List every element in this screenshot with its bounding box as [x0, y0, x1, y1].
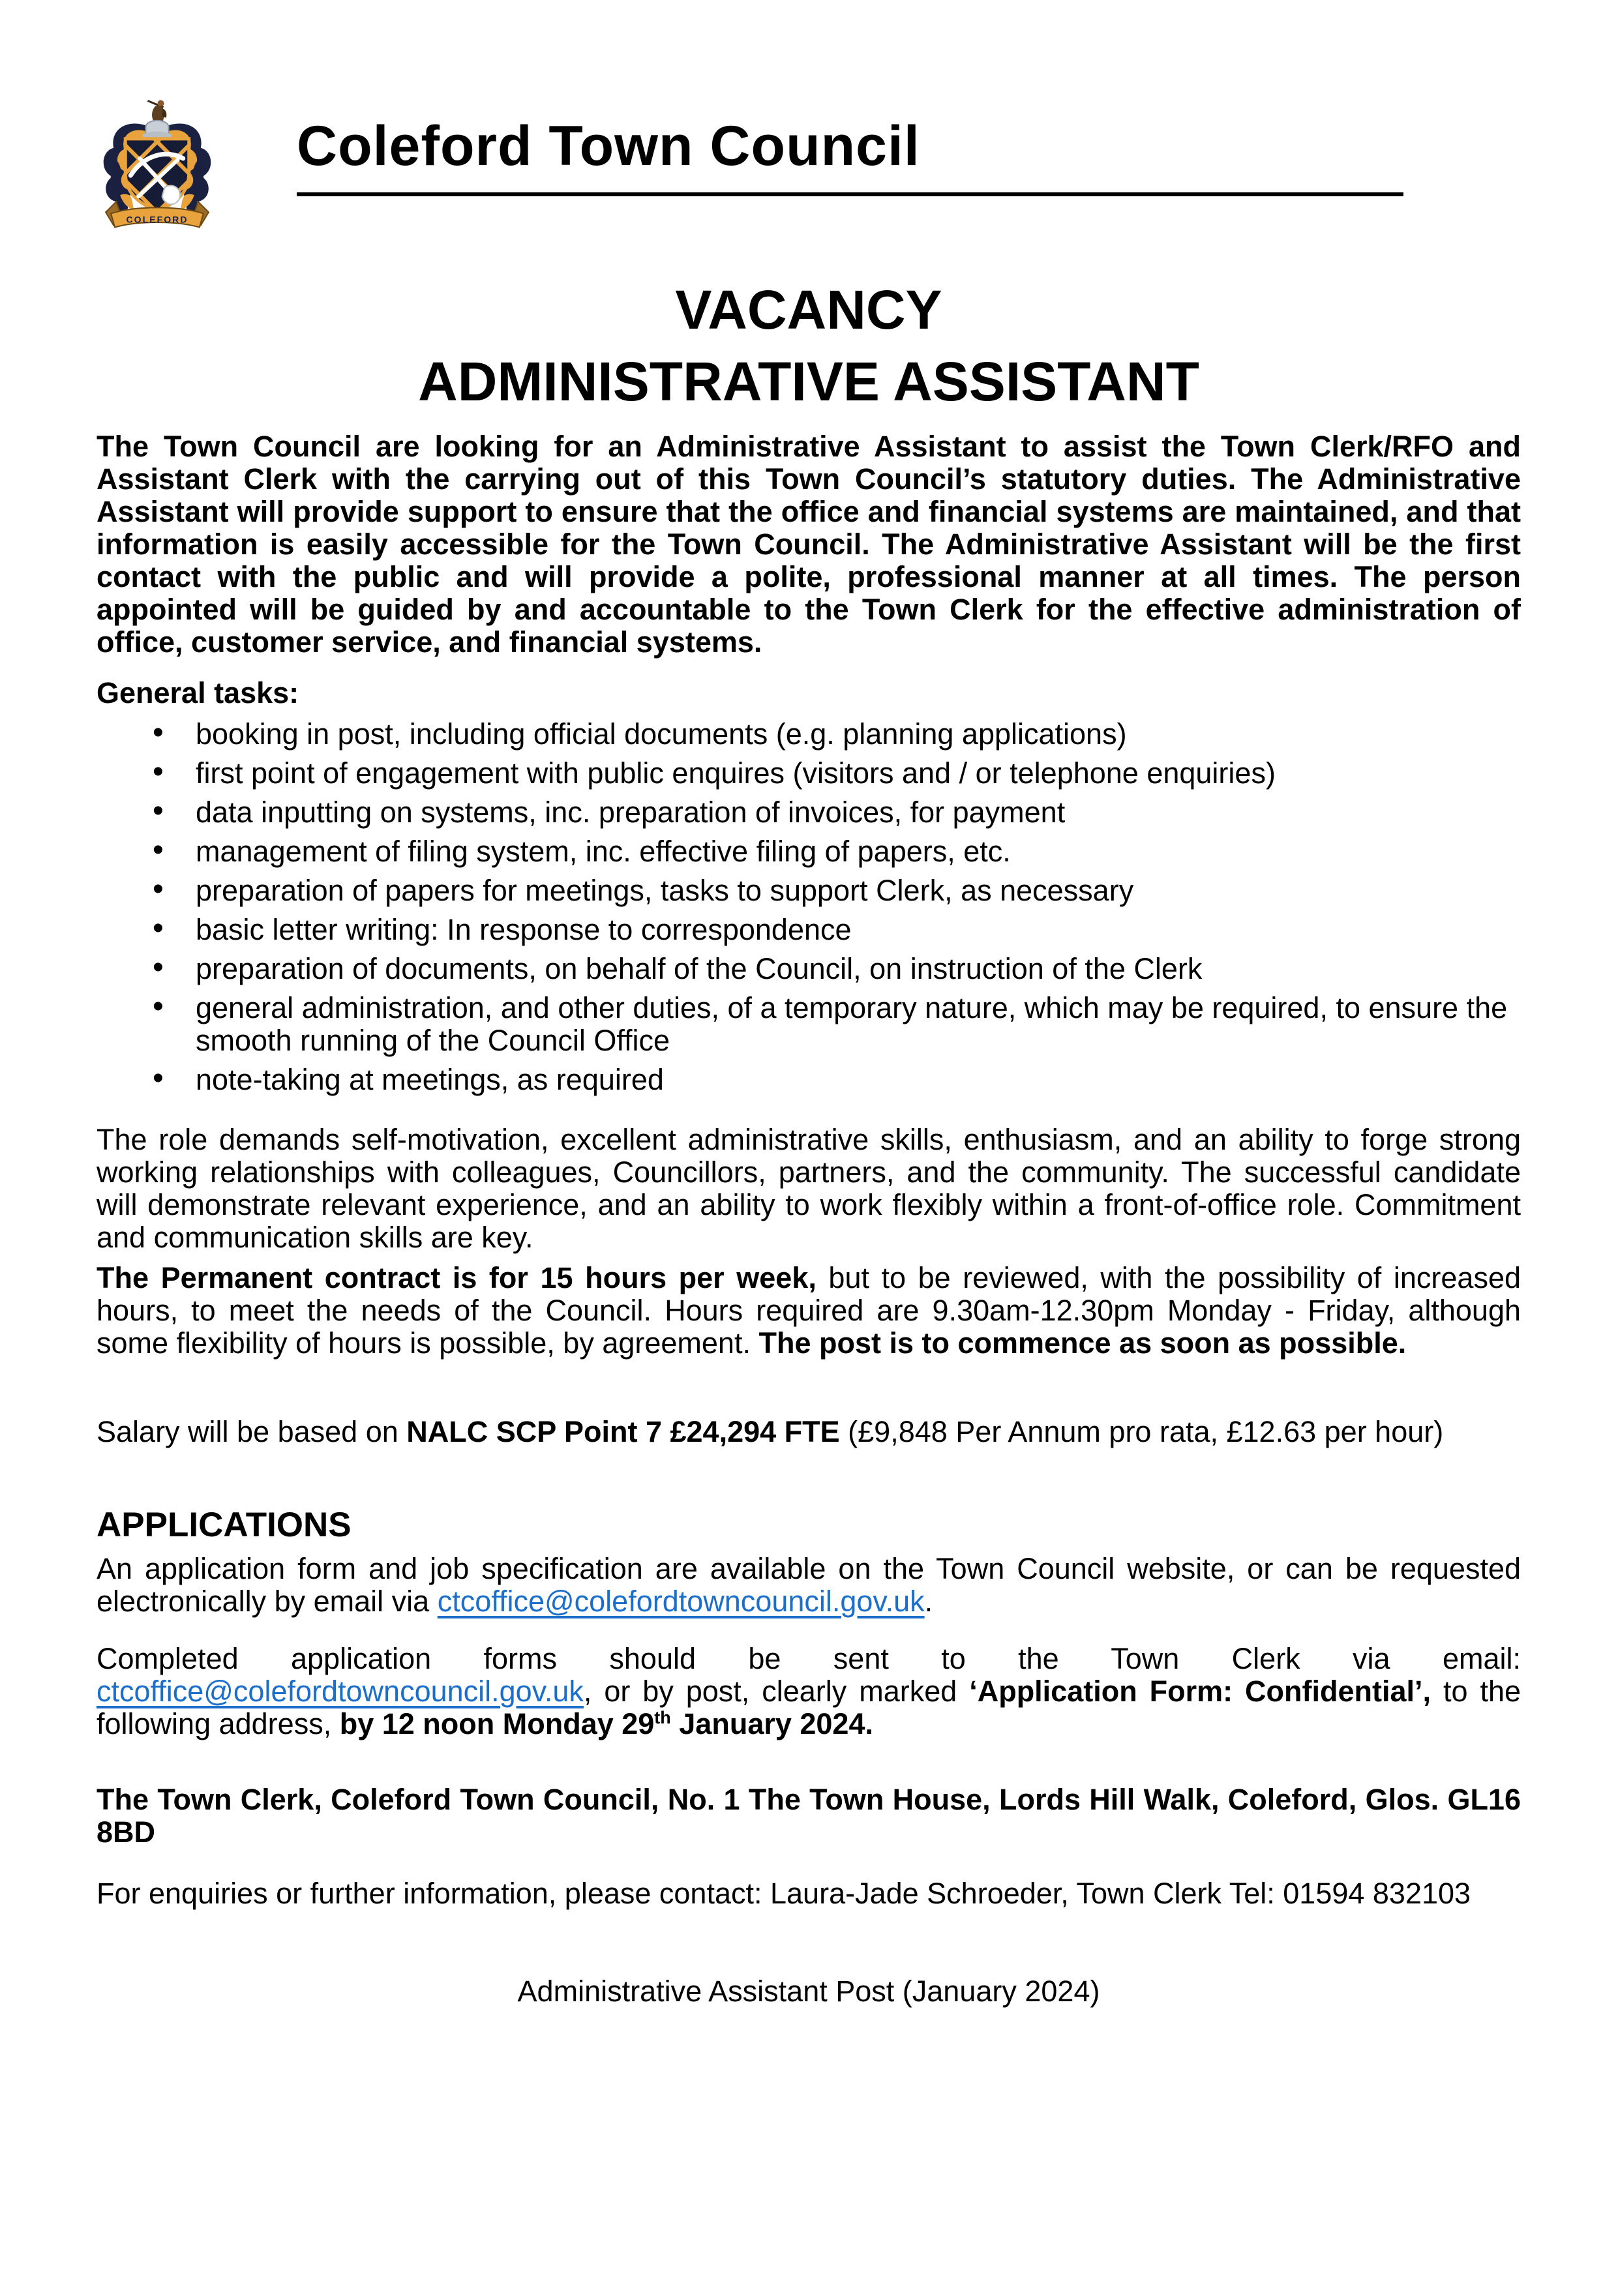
task-item: • preparation of documents, on behalf of the Council, on instruction of the Clerk	[97, 953, 1521, 985]
submission-mid-text: to the following address,	[97, 1675, 1521, 1740]
deadline-bold-tail: January 2024.	[670, 1707, 873, 1740]
vacancy-heading	[97, 274, 1521, 417]
council-crest-logo	[97, 97, 218, 228]
applications-heading: APPLICATIONS	[97, 1506, 352, 1544]
submission-paragraph	[97, 1643, 1521, 1740]
deadline-bold: by 12 noon Monday 29	[339, 1707, 655, 1740]
header-rule	[297, 192, 1403, 196]
salary-suffix: (£9,848 Per Annum pro rata, £12.63 per hour)	[839, 1415, 1444, 1448]
intro-paragraph: The Town Council are looking for an Administrative Assistant to assist the Town Clerk/RFO and Assistant Clerk with the carrying out of this Town Council’s statutory duties. The Administrative Assistant will provide support to ensure that the office and financial systems are maintained, and that information is easily accessible for the Town Council. The Administrative Assistant will be the first contact with the public and will provide a polite, professional manner at all times. The person appointed will be guided by and accountable to the Town Clerk for the effective administration of office, customer service, and financial systems.	[97, 430, 1521, 659]
task-item: • basic letter writing: In response to correspondence	[97, 914, 1521, 946]
task-list	[97, 718, 1521, 1096]
availability-paragraph	[97, 1553, 1521, 1618]
enquiries-paragraph: For enquiries or further information, please contact: Laura-Jade Schroeder, Town Clerk Tel: 01594 832103	[97, 1877, 1471, 1910]
general-tasks-heading: General tasks:	[97, 676, 299, 709]
contract-commence-bold: The post is to commence as soon as possible.	[758, 1326, 1407, 1360]
footer-note: Administrative Assistant Post (January 2024)	[517, 1975, 1100, 2008]
salary-paragraph	[97, 1416, 1521, 1448]
task-item: • management of filing system, inc. effective filing of papers, etc.	[97, 835, 1521, 868]
email-link[interactable]: ctcoffice@colefordtowncouncil.gov.uk	[97, 1675, 584, 1708]
header	[97, 95, 1521, 225]
task-item: • preparation of papers for meetings, tasks to support Clerk, as necessary	[97, 874, 1521, 907]
role-paragraph: The role demands self-motivation, excellent administrative skills, enthusiasm, and an ability to forge strong working relationships with colleagues, Councillors, partners, and the community. The successful candidate will demonstrate relevant experience, and an ability to work flexibly within a front-of-office role. Commitment and communication skills are key.	[97, 1123, 1521, 1254]
contract-detail: but to be reviewed, with the possibility of increased hours, to meet the needs of the Council. Hours required are 9.30am-12.30pm Monday - Friday, although some flexibility of hours is possible, by agreement.	[97, 1261, 1521, 1360]
submission-post-text: , or by post, clearly marked	[583, 1675, 970, 1708]
task-item: • data inputting on systems, inc. preparation of invoices, for payment	[97, 796, 1521, 829]
contract-paragraph	[97, 1262, 1521, 1360]
contract-hours-bold: The Permanent contract is for 15 hours per week,	[97, 1261, 829, 1294]
email-link[interactable]: ctcoffice@colefordtowncouncil.gov.uk	[437, 1585, 925, 1618]
salary-amount-bold: NALC SCP Point 7 £24,294 FTE	[406, 1415, 840, 1448]
marked-confidential-bold: ‘Application Form: Confidential’,	[969, 1675, 1431, 1708]
vacancy-heading-line1: VACANCY	[675, 279, 942, 340]
salary-prefix: Salary will be based on	[97, 1415, 407, 1448]
deadline-ordinal-sup: th	[654, 1708, 671, 1727]
submission-text: Completed application forms should be sent to the Town Clerk via email:	[97, 1642, 1521, 1675]
org-title: Coleford Town Council	[297, 115, 920, 177]
ribbon-text: COLEFORD	[126, 214, 188, 225]
task-item: • first point of engagement with public enquires (visitors and / or telephone enquiries)	[97, 757, 1521, 790]
task-item: • booking in post, including official documents (e.g. planning applications)	[97, 718, 1521, 751]
availability-text: An application form and job specification are available on the Town Council website, or can be requested electronically by email via	[97, 1552, 1521, 1618]
availability-period: .	[924, 1585, 933, 1618]
task-item: • general administration, and other duties, of a temporary nature, which may be required, to ensure the smooth running of the Council Office	[97, 992, 1521, 1057]
task-item: • note-taking at meetings, as required	[97, 1064, 1521, 1096]
postal-address: The Town Clerk, Coleford Town Council, No. 1 The Town House, Lords Hill Walk, Coleford, Glos. GL16 8BD	[97, 1783, 1521, 1849]
vacancy-heading-line2: ADMINISTRATIVE ASSISTANT	[418, 351, 1199, 412]
